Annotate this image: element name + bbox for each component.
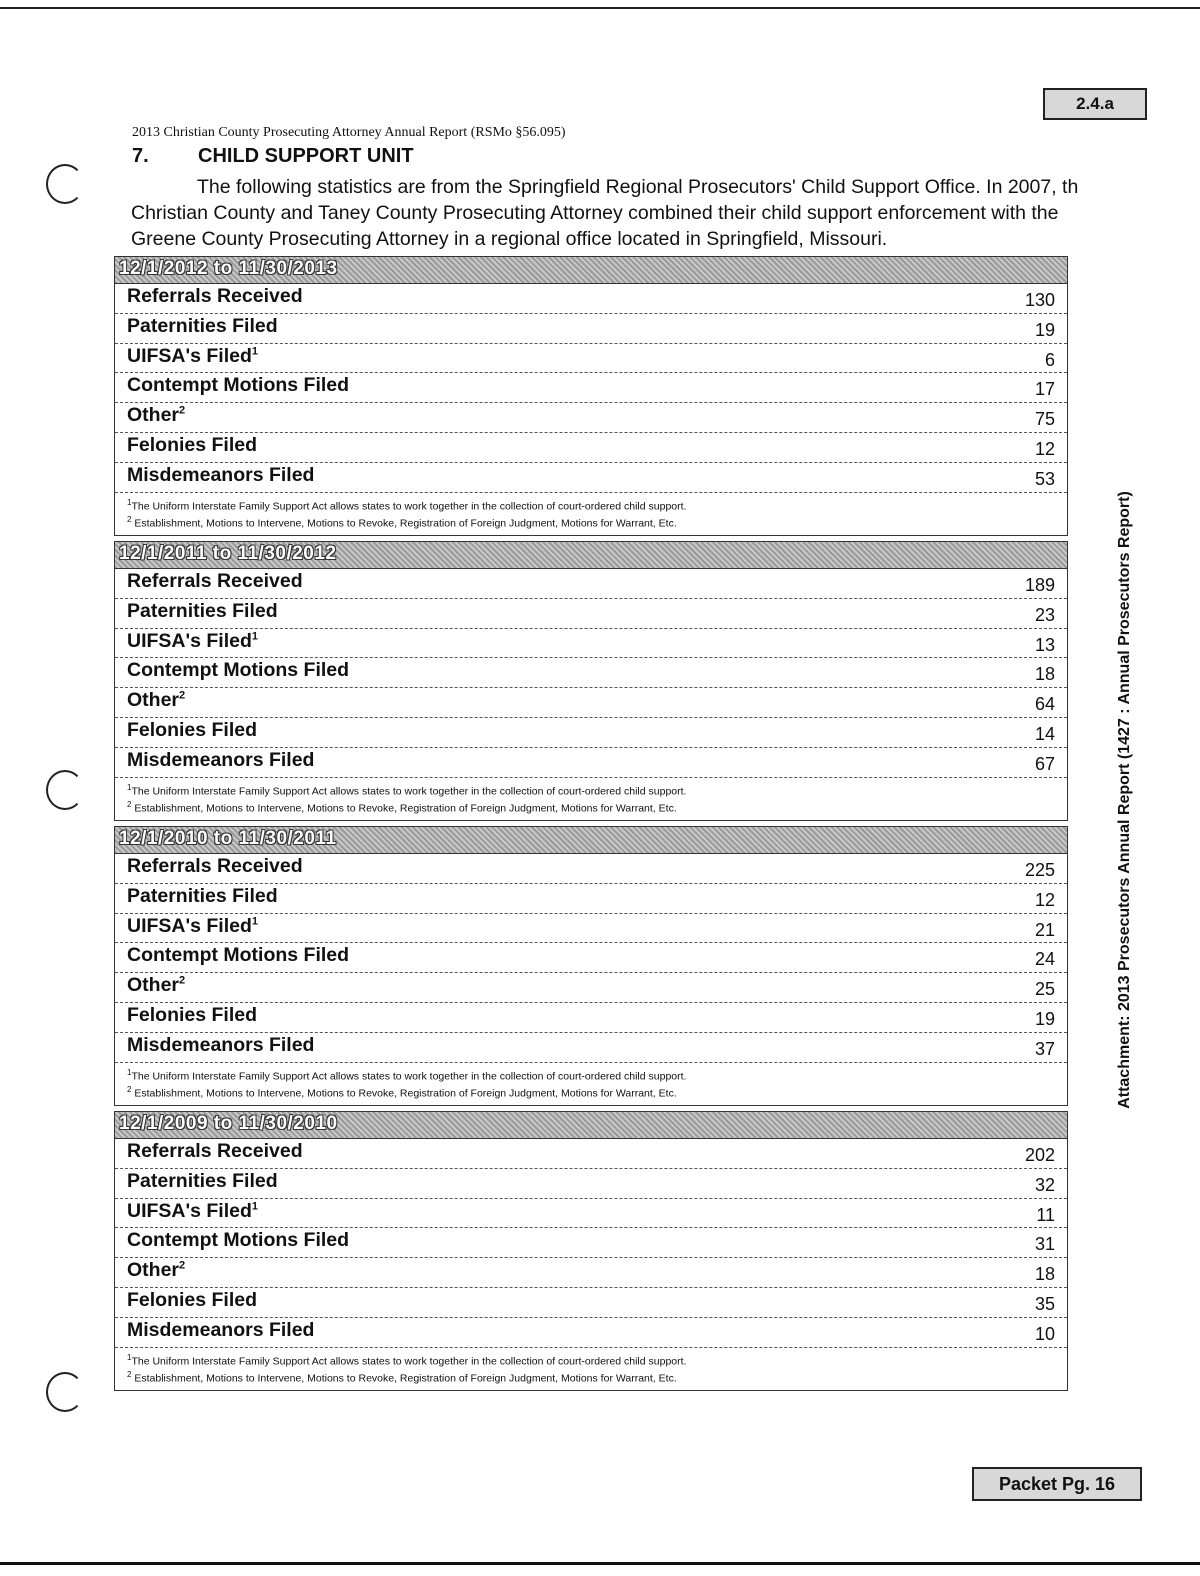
stat-row-felonies — [115, 1288, 1067, 1318]
stat-value: 25 — [1034, 979, 1055, 1000]
stat-row-referrals — [115, 1139, 1067, 1169]
stat-row-referrals — [115, 854, 1067, 884]
stat-row-paternities — [115, 1169, 1067, 1199]
stat-label: Other$^2$ — [127, 1259, 186, 1282]
page-top-rule — [0, 7, 1200, 9]
stat-value: 202 — [1024, 1145, 1055, 1165]
report-title: 2013 Christian County Prosecuting Attorney Annual Report (RSMo §56.095) — [132, 125, 566, 140]
period-range: 12/1/2009 to 11/30/2010 — [119, 1113, 338, 1134]
stat-row-uifsa — [115, 629, 1067, 659]
stat-value: 75 — [1034, 409, 1055, 430]
stat-label: Felonies Filed — [127, 1288, 258, 1311]
stat-label: Contempt Motions Filed — [127, 1229, 350, 1252]
footnotes — [115, 1063, 1067, 1105]
stat-label: Paternities Filed — [127, 599, 278, 622]
stat-label: Misdemeanors Filed — [127, 1318, 315, 1341]
section-title: CHILD SUPPORT UNIT — [198, 145, 414, 167]
stat-value: 18 — [1034, 1264, 1055, 1285]
stat-value: 225 — [1024, 860, 1055, 880]
stat-label: Paternities Filed — [127, 1169, 278, 1192]
stat-label: Referrals Received — [127, 570, 303, 592]
stat-value: 37 — [1034, 1038, 1055, 1059]
stats-panel-2010 — [114, 1111, 1068, 1391]
stat-row-misdemeanors — [115, 748, 1067, 778]
stat-row-uifsa — [115, 914, 1067, 944]
stat-row-misdemeanors — [115, 1318, 1067, 1348]
stat-value: 19 — [1034, 1008, 1055, 1029]
period-range: 12/1/2010 to 11/30/2011 — [119, 828, 337, 849]
stat-row-paternities — [115, 314, 1067, 344]
stat-label: Felonies Filed — [127, 1003, 258, 1026]
stat-label: Contempt Motions Filed — [127, 659, 350, 682]
stat-value: 6 — [1044, 349, 1055, 370]
stat-value: 24 — [1034, 949, 1055, 970]
stats-panel-2011 — [114, 826, 1068, 1106]
footnotes — [115, 1348, 1067, 1390]
stat-value: 32 — [1034, 1174, 1055, 1195]
footnote-2: $^2$ Establishment, Motions to Intervene, Motions to Revoke, Registration of Foreign Judgment, Motions for Warrant, Etc. — [127, 515, 677, 530]
stat-value: 19 — [1034, 319, 1055, 340]
footnote-2: $^2$ Establishment, Motions to Intervene, Motions to Revoke, Registration of Foreign Judgment, Motions for Warrant, Etc. — [127, 1085, 677, 1100]
stat-value: 130 — [1024, 290, 1055, 310]
stat-value: 67 — [1034, 753, 1055, 774]
attachment-number-badge: 2.4.a — [1043, 88, 1147, 120]
footnotes — [115, 778, 1067, 820]
stat-value: 23 — [1034, 604, 1055, 625]
stat-value: 189 — [1024, 575, 1055, 595]
period-range: 12/1/2012 to 11/30/2013 — [119, 258, 338, 279]
stat-value: 14 — [1034, 723, 1055, 744]
section-heading — [132, 145, 414, 168]
stat-row-uifsa — [115, 344, 1067, 374]
stat-row-other — [115, 403, 1067, 433]
period-header — [115, 257, 1067, 284]
stat-row-referrals — [115, 569, 1067, 599]
stat-row-contempt — [115, 373, 1067, 403]
intro-paragraph — [131, 174, 1121, 252]
intro-text: The following statistics are from the Springfield Regional Prosecutors' Child Support Office. In 2007, th Christian County and Taney County Prosecuting Attorney combined their child support enforcement with the Greene County Prosecuting Attorney in a regional office located in Springfield, Missouri. — [131, 176, 1079, 250]
footnote-2: $^2$ Establishment, Motions to Intervene, Motions to Revoke, Registration of Foreign Judgment, Motions for Warrant, Etc. — [127, 800, 677, 815]
stat-label: Misdemeanors Filed — [127, 748, 315, 771]
stat-label: Other$^2$ — [127, 404, 186, 427]
footnotes — [115, 493, 1067, 535]
attachment-side-label: Attachment: 2013 Prosecutors Annual Report (1427 : Annual Prosecutors Report) — [1116, 491, 1133, 1109]
stat-label: UIFSA's Filed$^1$ — [127, 914, 259, 937]
stat-row-referrals — [115, 284, 1067, 314]
stat-value: 12 — [1034, 438, 1055, 459]
stat-label: UIFSA's Filed$^1$ — [127, 629, 259, 652]
stat-value: 10 — [1034, 1323, 1055, 1344]
punch-hole-top — [46, 164, 84, 204]
punch-hole-bottom — [46, 1372, 84, 1412]
stat-value: 11 — [1036, 1204, 1055, 1225]
period-header — [115, 1112, 1067, 1139]
stat-label: Misdemeanors Filed — [127, 1033, 315, 1056]
footnote-1: $^1$The Uniform Interstate Family Support Act allows states to work together in the collection of court-ordered child support. — [127, 1067, 687, 1083]
stat-label: Misdemeanors Filed — [127, 463, 315, 486]
stat-value: 13 — [1034, 634, 1055, 655]
page-bottom-rule — [0, 1562, 1200, 1565]
stat-label: Other$^2$ — [127, 974, 186, 997]
stat-label: UIFSA's Filed$^1$ — [127, 1199, 259, 1222]
stat-row-paternities — [115, 884, 1067, 914]
stat-label: Referrals Received — [127, 1140, 303, 1162]
stat-row-contempt — [115, 658, 1067, 688]
period-range: 12/1/2011 to 11/30/2012 — [119, 543, 337, 564]
period-header — [115, 827, 1067, 854]
stat-row-misdemeanors — [115, 463, 1067, 493]
footnote-1: $^1$The Uniform Interstate Family Support Act allows states to work together in the collection of court-ordered child support. — [127, 497, 687, 513]
stats-panel-2013 — [114, 256, 1068, 536]
stat-value: 18 — [1034, 664, 1055, 685]
stat-value: 64 — [1034, 694, 1055, 715]
period-header — [115, 542, 1067, 569]
stats-panel-2012 — [114, 541, 1068, 821]
stat-label: Contempt Motions Filed — [127, 944, 350, 967]
stat-label: Felonies Filed — [127, 433, 258, 456]
stat-label: Paternities Filed — [127, 884, 278, 907]
stat-row-felonies — [115, 1003, 1067, 1033]
stat-value: 53 — [1034, 468, 1055, 489]
stat-label: Other$^2$ — [127, 689, 186, 712]
stat-row-other — [115, 973, 1067, 1003]
footnote-1: $^1$The Uniform Interstate Family Support Act allows states to work together in the collection of court-ordered child support. — [127, 1352, 687, 1368]
section-number: 7. — [132, 145, 149, 167]
punch-hole-middle — [46, 770, 84, 810]
stat-label: Felonies Filed — [127, 718, 258, 741]
stat-row-other — [115, 688, 1067, 718]
stat-row-other — [115, 1258, 1067, 1288]
stat-row-contempt — [115, 943, 1067, 973]
stat-row-contempt — [115, 1228, 1067, 1258]
stat-row-felonies — [115, 433, 1067, 463]
footnote-2: $^2$ Establishment, Motions to Intervene, Motions to Revoke, Registration of Foreign Judgment, Motions for Warrant, Etc. — [127, 1370, 677, 1385]
packet-page-badge: Packet Pg. 16 — [972, 1467, 1142, 1501]
stat-row-misdemeanors — [115, 1033, 1067, 1063]
stat-row-paternities — [115, 599, 1067, 629]
footnote-1: $^1$The Uniform Interstate Family Support Act allows states to work together in the collection of court-ordered child support. — [127, 782, 687, 798]
stat-label: Paternities Filed — [127, 314, 278, 337]
stat-row-uifsa — [115, 1199, 1067, 1229]
stat-label: Contempt Motions Filed — [127, 374, 350, 397]
stat-label: UIFSA's Filed$^1$ — [127, 344, 259, 367]
stat-value: 31 — [1034, 1234, 1055, 1255]
stat-label: Referrals Received — [127, 855, 303, 877]
stat-row-felonies — [115, 718, 1067, 748]
stat-value: 35 — [1034, 1293, 1055, 1314]
stat-label: Referrals Received — [127, 285, 303, 307]
stat-value: 17 — [1034, 379, 1055, 400]
stat-value: 12 — [1034, 889, 1055, 910]
stat-value: 21 — [1034, 919, 1055, 940]
